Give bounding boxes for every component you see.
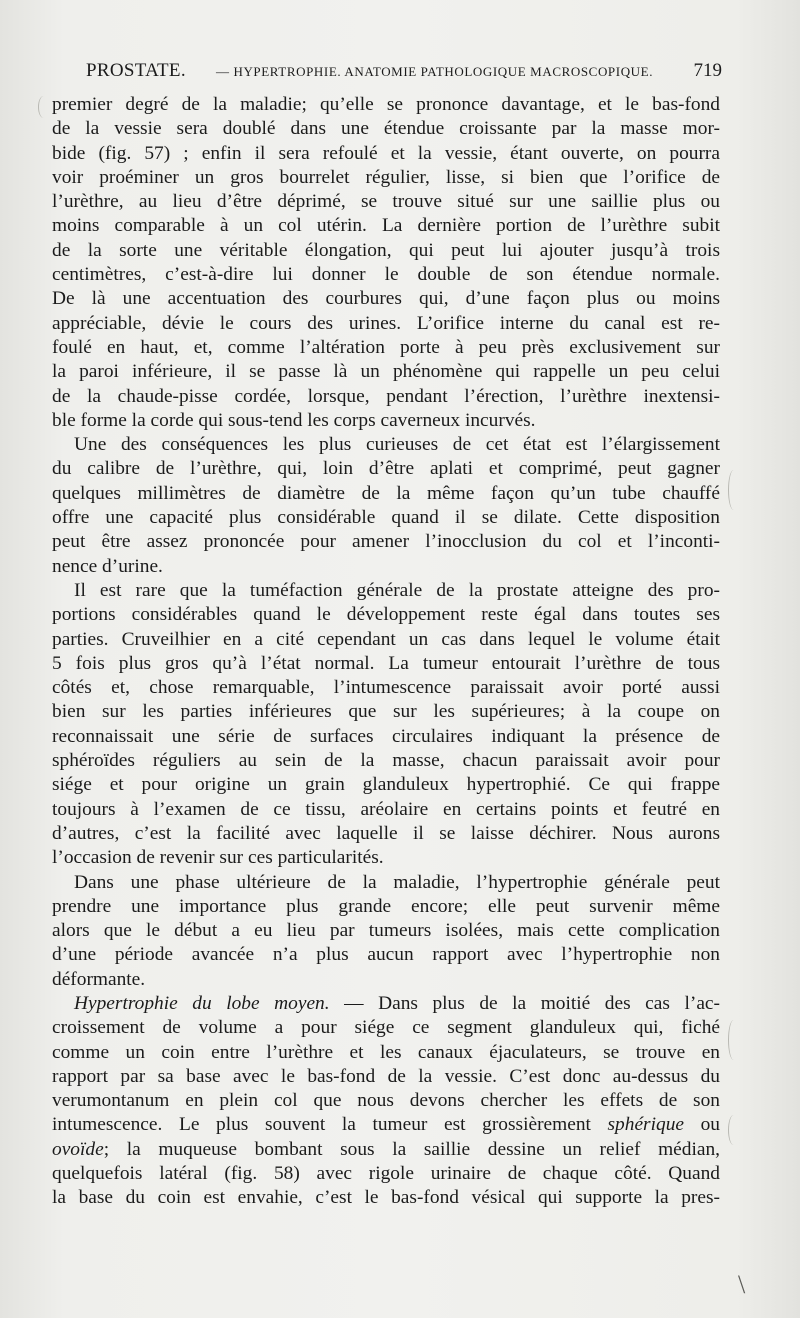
page-number: 719	[693, 60, 722, 81]
text-line: de la vessie sera doublé dans une étendue croissante par la masse mor-	[52, 118, 720, 140]
text-line: prendre une importance plus grande encore; elle peut survenir même	[52, 895, 720, 917]
paragraph-3	[52, 579, 720, 871]
text-line: la base du coin est envahie, c’est le bas-fond vésical qui supporte la pres-	[52, 1187, 720, 1209]
text-line: voir proéminer un gros bourrelet régulier, lisse, si bien que l’orifice de	[52, 166, 720, 188]
text-line: quelquefois latéral (fig. 58) avec rigole urinaire de chaque côté. Quand	[52, 1163, 720, 1185]
text-line: l’occasion de revenir sur ces particularités.	[52, 847, 384, 869]
paragraph-1	[52, 93, 720, 433]
text-fragment: — Dans plus de la moitié des cas l’ac-	[329, 992, 720, 1014]
header-title: PROSTATE.	[86, 60, 186, 81]
text-line: comme un coin entre l’urèthre et les canaux éjaculateurs, se trouve en	[52, 1041, 720, 1063]
text-line: de la chaude-pisse cordée, lorsque, pendant l’érection, l’urèthre inextensi-	[52, 385, 720, 407]
text-line: la paroi inférieure, il se passe là un phénomène qui rappelle un peu celui	[52, 361, 720, 383]
margin-bracket	[38, 96, 49, 118]
margin-bracket	[728, 470, 739, 510]
text-line: toujours à l’examen de ce tissu, aréolaire en certains points et feutré en	[52, 798, 720, 820]
text-line: centimètres, c’est-à-dire lui donner le double de son étendue normale.	[52, 264, 720, 286]
text-line: quelques millimètres de diamètre de la même façon qu’un tube chauffé	[52, 482, 720, 504]
text-line: 5 fois plus gros qu’à l’état normal. La tumeur entourait l’urèthre de tous	[52, 652, 720, 674]
text-fragment: ou	[684, 1114, 720, 1136]
text-line: reconnaissait une série de surfaces circulaires indiquant la présence de	[52, 725, 720, 747]
text-line: De là une accentuation des courbures qui, d’une façon plus ou moins	[52, 288, 720, 310]
body-text	[52, 93, 720, 1211]
text-line: siége et pour origine un grain glanduleux hypertrophié. Ce qui frappe	[52, 774, 720, 796]
text-line: Une des conséquences les plus curieuses de cet état est l’élargissement	[74, 434, 720, 456]
paragraph-5	[52, 992, 720, 1211]
paragraph-4	[52, 871, 720, 992]
text-line: déformante.	[52, 968, 146, 990]
text-line: d’une période avancée n’a plus aucun rapport avec l’hypertrophie non	[52, 944, 720, 966]
text-line: offre une capacité plus considérable quand il se dilate. Cette disposition	[52, 507, 720, 529]
text-line: moins comparable à un col utérin. La dernière portion de l’urèthre subit	[52, 215, 720, 237]
text-line: peut être assez prononcée pour amener l’inocclusion du col et l’inconti-	[52, 531, 720, 553]
margin-bracket	[728, 1020, 739, 1060]
header-subtitle: — HYPERTROPHIE. ANATOMIE PATHOLOGIQUE MACROSCOPIQUE.	[216, 64, 654, 79]
text-line: croissement de volume a pour siége ce segment glanduleux qui, fiché	[52, 1017, 720, 1039]
text-line: parties. Cruveilhier en a cité cependant un cas dans lequel le volume était	[52, 628, 720, 650]
text-fragment: ; la muqueuse bombant sous la saillie dessine un relief médian,	[103, 1138, 720, 1160]
text-line	[52, 1138, 720, 1162]
text-line: de la sorte une véritable élongation, qui peut lui ajouter jusqu’à trois	[52, 239, 720, 261]
running-header	[86, 60, 722, 88]
text-line: rapport par sa base avec le bas-fond de la vessie. C’est donc au-dessus du	[52, 1065, 720, 1087]
paragraph-2	[52, 433, 720, 579]
text-line: Dans une phase ultérieure de la maladie, l’hypertrophie générale peut	[74, 871, 720, 893]
text-line: alors que le début a eu lieu par tumeurs isolées, mais cette complication	[52, 920, 720, 942]
section-heading-italic: Hypertrophie du lobe moyen.	[74, 992, 330, 1014]
text-line: portions considérables quand le développement reste égal dans toutes ses	[52, 604, 720, 626]
text-line: nence d’urine.	[52, 555, 163, 577]
text-line: bien sur les parties inférieures que sur les supérieures; à la coupe on	[52, 701, 720, 723]
text-fragment: intumescence. Le plus souvent la tumeur est grossièrement	[52, 1114, 608, 1136]
text-line: d’autres, c’est la facilité avec laquelle il se laisse déchirer. Nous aurons	[52, 822, 720, 844]
text-line: premier degré de la maladie; qu’elle se prononce davantage, et le bas-fond	[52, 94, 720, 115]
text-line	[52, 992, 720, 1016]
text-line: bide (fig. 57) ; enfin il sera refoulé et la vessie, étant ouverte, on pourra	[52, 142, 720, 164]
text-line: appréciable, dévie le cours des urines. L’orifice interne du canal est re-	[52, 312, 720, 334]
text-line: du calibre de l’urèthre, qui, loin d’être aplati et comprimé, peut gagner	[52, 458, 720, 480]
margin-bracket	[728, 1115, 739, 1145]
text-line: verumontanum en plein col que nous devons chercher les effets de son	[52, 1090, 720, 1112]
text-line: foulé en haut, et, comme l’altération porte à peu près exclusivement sur	[52, 336, 720, 358]
italic-term: ovoïde	[52, 1138, 104, 1160]
text-line: ble forme la corde qui sous-tend les corps caverneux incurvés.	[52, 409, 536, 431]
text-line: Il est rare que la tuméfaction générale de la prostate atteigne des pro-	[74, 579, 720, 601]
italic-term: sphérique	[607, 1114, 684, 1136]
margin-pencil-mark: \	[738, 1270, 746, 1299]
text-line: côtés et, chose remarquable, l’intumescence paraissait avoir porté aussi	[52, 677, 720, 699]
text-line	[52, 1113, 720, 1137]
text-line: sphéroïdes réguliers au sein de la masse, chacun paraissait avoir pour	[52, 750, 720, 772]
text-line: l’urèthre, au lieu d’être déprimé, se trouve situé sur une saillie plus ou	[52, 191, 720, 213]
